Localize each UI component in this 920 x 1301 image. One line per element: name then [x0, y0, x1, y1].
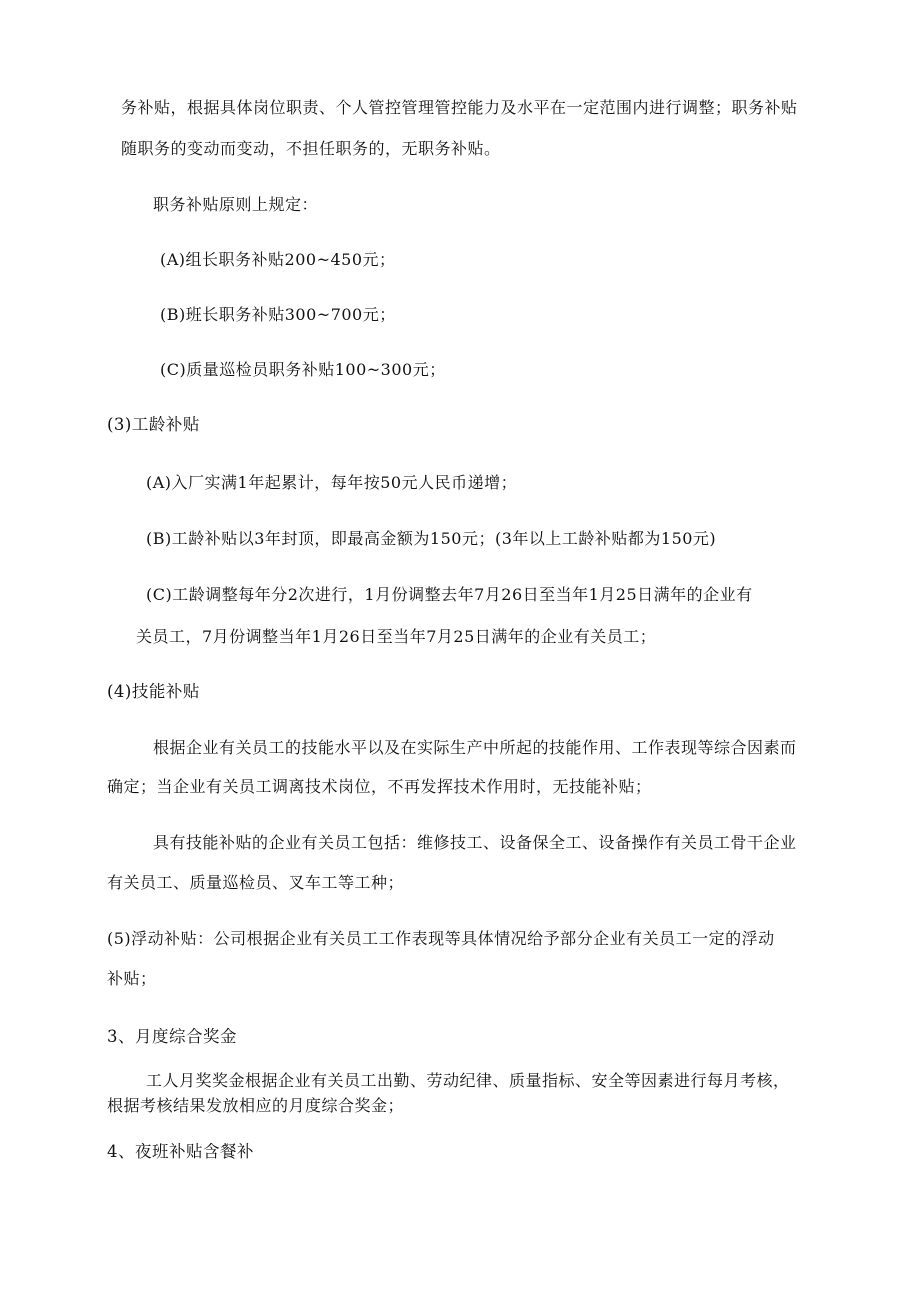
list-item: (B)工龄补贴以3年封顶，即最高金额为150元；(3年以上工龄补贴都为150元)	[146, 529, 717, 548]
list-item: (C)质量巡检员职务补贴100~300元；	[160, 360, 446, 379]
paragraph-line: 补贴；	[107, 969, 157, 988]
list-item: (B)班长职务补贴300~700元；	[160, 305, 396, 324]
paragraph-line: 根据考核结果发放相应的月度综合奖金；	[107, 1096, 405, 1115]
section-heading: 3、月度综合奖金	[107, 1027, 237, 1046]
paragraph-line: 务补贴，根据具体岗位职责、个人管控管理管控能力及水平在一定范围内进行调整；职务补贴	[121, 98, 798, 117]
paragraph-line: 随职务的变动而变动，不担任职务的，无职务补贴。	[121, 139, 501, 158]
section-heading: (3)工龄补贴	[107, 415, 200, 434]
paragraph-line: 确定；当企业有关员工调离技术岗位，不再发挥技术作用时，无技能补贴；	[107, 777, 652, 796]
paragraph-line: 关员工，7月份调整当年1月26日至当年7月25日满年的企业有关员工；	[136, 627, 657, 646]
list-item: (C)工龄调整每年分2次进行，1月份调整去年7月26日至当年1月25日满年的企业有	[146, 585, 753, 604]
paragraph-line: 根据企业有关员工的技能水平以及在实际生产中所起的技能作用、工作表现等综合因素而	[153, 738, 797, 757]
paragraph-line: 有关员工、质量巡检员、叉车工等工种；	[107, 873, 405, 892]
section-heading: 4、夜班补贴含餐补	[107, 1142, 254, 1161]
paragraph-line: 职务补贴原则上规定：	[153, 195, 319, 214]
list-item: (A)组长职务补贴200~450元；	[160, 250, 396, 269]
paragraph-line: (5)浮动补贴：公司根据企业有关员工工作表现等具体情况给予部分企业有关员工一定的浮动	[107, 929, 775, 948]
paragraph-line: 工人月奖奖金根据企业有关员工出勤、劳动纪律、质量指标、安全等因素进行每月考核，	[146, 1071, 790, 1090]
paragraph-line: 具有技能补贴的企业有关员工包括：维修技工、设备保全工、设备操作有关员工骨干企业	[153, 833, 797, 852]
section-heading: (4)技能补贴	[107, 682, 200, 701]
list-item: (A)入厂实满1年起累计，每年按50元人民币递增；	[146, 473, 518, 492]
